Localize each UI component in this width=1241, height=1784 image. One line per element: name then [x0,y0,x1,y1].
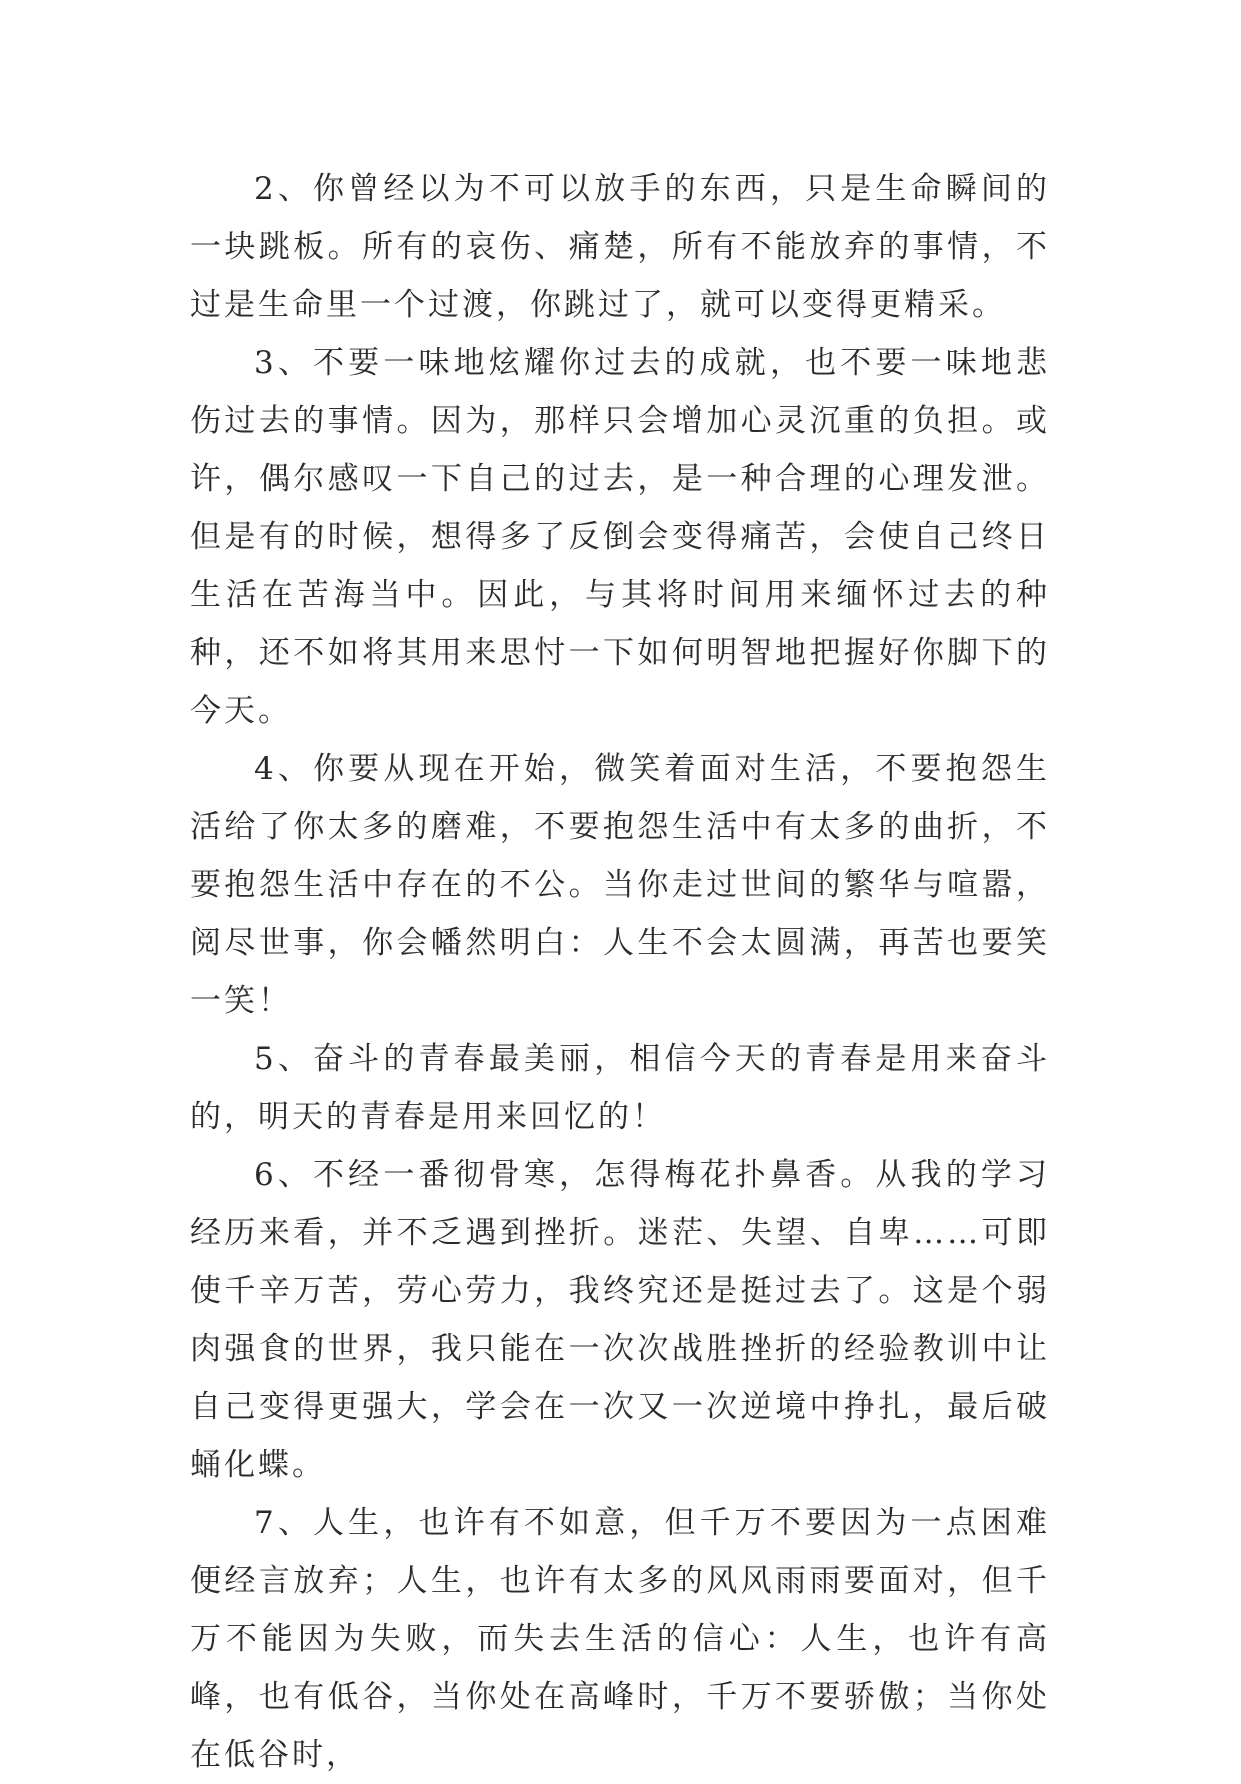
paragraph-4: 4、你要从现在开始，微笑着面对生活，不要抱怨生活给了你太多的磨难，不要抱怨生活中有太多的曲折，不要抱怨生活中存在的不公。当你走过世间的繁华与喧嚣，阅尽世事，你会幡然明白：人生不会太圆满，再苦也要笑一笑！ [190,751,1050,1019]
paragraph-3: 3、不要一味地炫耀你过去的成就，也不要一味地悲伤过去的事情。因为，那样只会增加心灵沉重的负担。或许，偶尔感叹一下自己的过去，是一种合理的心理发泄。但是有的时候，想得多了反倒会变得痛苦，会使自己终日生活在苦海当中。因此，与其将时间用来缅怀过去的种种，还不如将其用来思忖一下如何明智地把握好你脚下的今天。 [190,345,1050,729]
paragraph-2: 2、你曾经以为不可以放手的东西，只是生命瞬间的一块跳板。所有的哀伤、痛楚，所有不能放弃的事情，不过是生命里一个过渡，你跳过了，就可以变得更精采。 [190,171,1050,323]
body-text [190,160,1050,1784]
paragraph-6: 6、不经一番彻骨寒，怎得梅花扑鼻香。从我的学习经历来看，并不乏遇到挫折。迷茫、失望、自卑……可即使千辛万苦，劳心劳力，我终究还是挺过去了。这是个弱肉强食的世界，我只能在一次次战胜挫折的经验教训中让自己变得更强大，学会在一次又一次逆境中挣扎，最后破蛹化蝶。 [190,1157,1050,1483]
paragraph-5: 5、奋斗的青春最美丽，相信今天的青春是用来奋斗的，明天的青春是用来回忆的！ [190,1041,1050,1135]
paragraph-7: 7、人生，也许有不如意，但千万不要因为一点困难便经言放弃；人生，也许有太多的风风雨雨要面对，但千万不能因为失败，而失去生活的信心：人生，也许有高峰，也有低谷，当你处在高峰时，千万不要骄傲；当你处在低谷时， [190,1505,1050,1773]
